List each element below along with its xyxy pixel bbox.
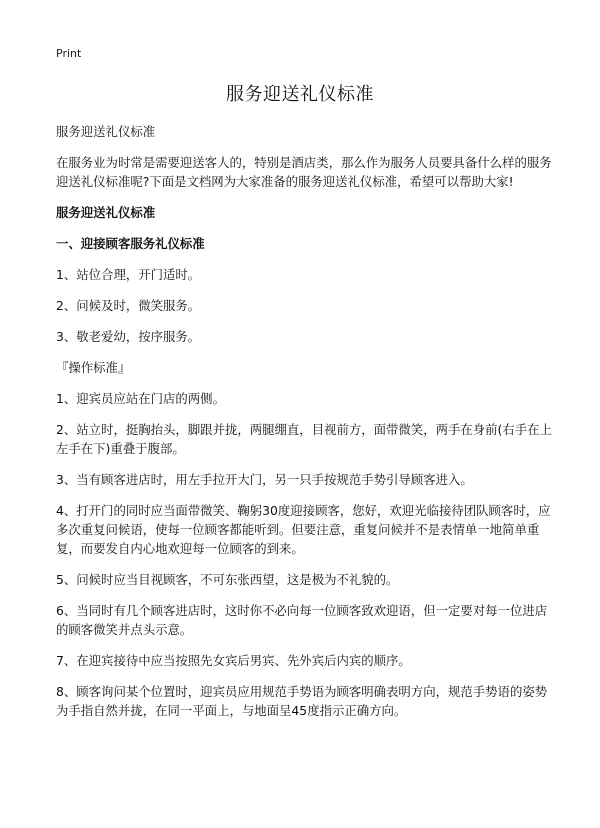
operation-item: 5、问候时应当目视顾客，不可东张西望，这是极为不礼貌的。 — [56, 572, 399, 587]
principle-item: 2、问候及时，微笑服务。 — [56, 298, 201, 313]
operation-item: 3、当有顾客进店时，用左手拉开大门，另一只手按规范手势引导顾客进入。 — [56, 472, 473, 487]
print-label: Print — [56, 47, 82, 60]
operation-item: 2、站立时，挺胸抬头，脚跟并拢，两腿绷直，目视前方，面带微笑，两手在身前(右手在上左手在下)重叠于腹部。 — [56, 422, 552, 456]
principle-item: 1、站位合理，开门适时。 — [56, 267, 201, 282]
operation-item: 4、打开门的同时应当面带微笑、鞠躬30度迎接顾客，您好，欢迎光临接待团队顾客时，应多次重复问候语，使每一位顾客都能听到。但要注意，重复问候并不是表情单一地简单重复，而要发自内心地欢迎每一位顾客的到来。 — [56, 503, 551, 556]
operation-item: 6、当同时有几个顾客进店时，这时你不必向每一位顾客致欢迎语，但一定要对每一位进店的顾客微笑并点头示意。 — [56, 603, 548, 637]
subsection-heading: 一、迎接顾客服务礼仪标准 — [56, 236, 205, 251]
intro-paragraph: 在服务业为时常是需要迎送客人的，特别是酒店类，那么作为服务人员要具备什么样的服务迎送礼仪标准呢?下面是文档网为大家准备的服务迎送礼仪标准，希望可以帮助大家! — [56, 155, 552, 189]
operation-item: 7、在迎宾接待中应当按照先女宾后男宾、先外宾后内宾的顺序。 — [56, 653, 411, 668]
principle-item: 3、敬老爱幼，按序服务。 — [56, 329, 201, 344]
operation-item: 1、迎宾员应站在门店的两侧。 — [56, 391, 225, 406]
section-heading: 服务迎送礼仪标准 — [56, 205, 156, 220]
subtitle: 服务迎送礼仪标准 — [56, 124, 156, 139]
operations-heading: 『操作标准』 — [56, 360, 131, 375]
operation-item: 8、顾客询问某个位置时，迎宾员应用规范手势语为顾客明确表明方向，规范手势语的姿势为手指自然并拢，在同一平面上，与地面呈45度指示正确方向。 — [56, 684, 548, 718]
document-body — [56, 122, 552, 732]
page-title: 服务迎送礼仪标准 — [226, 84, 374, 105]
